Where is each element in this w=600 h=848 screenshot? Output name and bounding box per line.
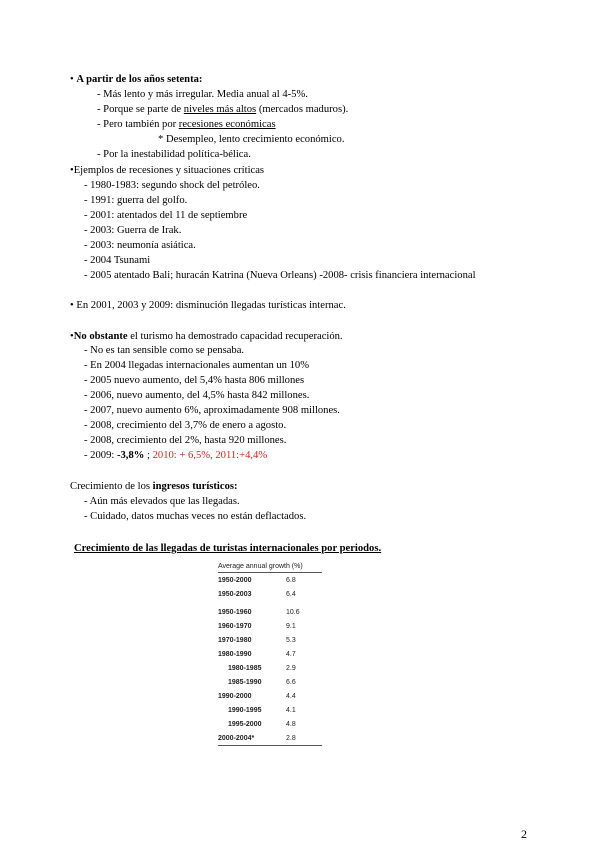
growth-value-cell: 9.1 bbox=[286, 623, 296, 630]
table-title: Crecimiento de las llegadas de turistas internacionales por periodos. bbox=[74, 543, 382, 554]
bold-lead: No obstante bbox=[73, 331, 128, 342]
table-row bbox=[218, 693, 322, 703]
list-item-2009: - 2009: -3,8% ; 2010: + 6,5%, 2011:+4,4% bbox=[84, 450, 268, 461]
sub-item: * Desempleo, lento crecimiento económico. bbox=[158, 134, 345, 145]
table-header: Average annual growth (%) bbox=[218, 562, 322, 573]
bullet: • bbox=[70, 74, 74, 85]
list-item: - Cuidado, datos muchas veces no están deflactados. bbox=[84, 511, 307, 522]
period-cell: 2000-2004* bbox=[218, 735, 255, 742]
list-item: - 2008, crecimiento del 3,7% de enero a agosto. bbox=[84, 420, 287, 431]
list-item: - 2005 nuevo aumento, del 5,4% hasta 806 millones bbox=[84, 375, 305, 386]
table-row bbox=[218, 591, 322, 601]
period-cell: 1970-1980 bbox=[218, 637, 252, 644]
list-item: - 2003: neumonía asiática. bbox=[84, 240, 196, 251]
list-item: - 2004 Tsunami bbox=[84, 255, 151, 266]
list-item: - 1991: guerra del golfo. bbox=[84, 195, 188, 206]
list-item: - 2006, nuevo aumento, del 4,5% hasta 842 millones. bbox=[84, 390, 310, 401]
list-item: - 2007, nuevo aumento 6%, aproximadamente 908 millones. bbox=[84, 405, 340, 416]
growth-value-cell: 4.4 bbox=[286, 693, 296, 700]
table-row bbox=[218, 679, 322, 689]
period-cell: 1980-1985 bbox=[228, 665, 262, 672]
growth-value-cell: 10.6 bbox=[286, 609, 300, 616]
period-cell: 1980-1990 bbox=[218, 651, 252, 658]
growth-value-cell: 6.8 bbox=[286, 577, 296, 584]
table-row bbox=[218, 721, 322, 731]
period-cell: 1985-1990 bbox=[228, 679, 262, 686]
growth-value-cell: 5.3 bbox=[286, 637, 296, 644]
heading-recessions: •Ejemplos de recesiones y situaciones críticas bbox=[70, 165, 265, 176]
decrease-note: • En 2001, 2003 y 2009: disminución llegadas turísticas internac. bbox=[70, 300, 346, 311]
heading-from-seventies bbox=[70, 73, 202, 86]
table-row bbox=[218, 637, 322, 647]
heading-text: A partir de los años setenta: bbox=[76, 74, 203, 85]
underlined-term: recesiones económicas bbox=[178, 119, 276, 130]
table-row bbox=[218, 707, 322, 717]
period-cell: 1950-2003 bbox=[218, 591, 252, 598]
growth-value-cell: 4.7 bbox=[286, 651, 296, 658]
growth-value-cell: 2.8 bbox=[286, 735, 296, 742]
list-item: - Aún más elevados que las llegadas. bbox=[84, 496, 240, 507]
period-cell: 1960-1970 bbox=[218, 623, 252, 630]
heading-revenue: Crecimiento de los ingresos turísticos: bbox=[70, 481, 238, 492]
list-item: - Más lento y más irregular. Media anual al 4-5%. bbox=[97, 89, 308, 100]
list-item: - 1980-1983: segundo shock del petróleo. bbox=[84, 180, 260, 191]
table-row bbox=[218, 577, 322, 587]
table-row bbox=[218, 665, 322, 675]
table-row bbox=[218, 609, 322, 619]
growth-value-cell: 4.1 bbox=[286, 707, 296, 714]
heading-recovery: •No obstante el turismo ha demostrado capacidad recuperación. bbox=[70, 331, 343, 342]
list-item: - Porque se parte de niveles más altos (mercados maduros). bbox=[97, 104, 349, 115]
list-item: - 2003: Guerra de Irak. bbox=[84, 225, 182, 236]
list-item: - En 2004 llegadas internacionales aumentan un 10% bbox=[84, 360, 310, 371]
growth-value-cell: 6.6 bbox=[286, 679, 296, 686]
list-item: - 2008, crecimiento del 2%, hasta 920 millones. bbox=[84, 435, 287, 446]
list-item: - 2005 atentado Bali; huracán Katrina (Nueva Orleans) -2008- crisis financiera internacional bbox=[84, 270, 476, 281]
growth-value-cell: 4.8 bbox=[286, 721, 296, 728]
period-cell: 1950-2000 bbox=[218, 577, 252, 584]
list-item: - Por la inestabilidad política-bélica. bbox=[97, 149, 251, 160]
growth-value-cell: 2.9 bbox=[286, 665, 296, 672]
table-row bbox=[218, 651, 322, 661]
table-row bbox=[218, 735, 322, 745]
list-item: - 2001: atentados del 11 de septiembre bbox=[84, 210, 248, 221]
growth-value-cell: 6.4 bbox=[286, 591, 296, 598]
page-number: 2 bbox=[521, 827, 527, 841]
table-row bbox=[218, 623, 322, 633]
list-item: - No es tan sensible como se pensaba. bbox=[84, 345, 245, 356]
underlined-term: niveles más altos bbox=[183, 104, 257, 115]
period-cell: 1995-2000 bbox=[228, 721, 262, 728]
period-cell: 1950-1960 bbox=[218, 609, 252, 616]
list-item: - Pero también por recesiones económicas bbox=[97, 119, 276, 130]
table-bottom-rule bbox=[218, 745, 322, 746]
period-cell: 1990-2000 bbox=[218, 693, 252, 700]
period-cell: 1990-1995 bbox=[228, 707, 262, 714]
red-forecast: 2010: + 6,5%, 2011:+4,4% bbox=[152, 450, 268, 461]
